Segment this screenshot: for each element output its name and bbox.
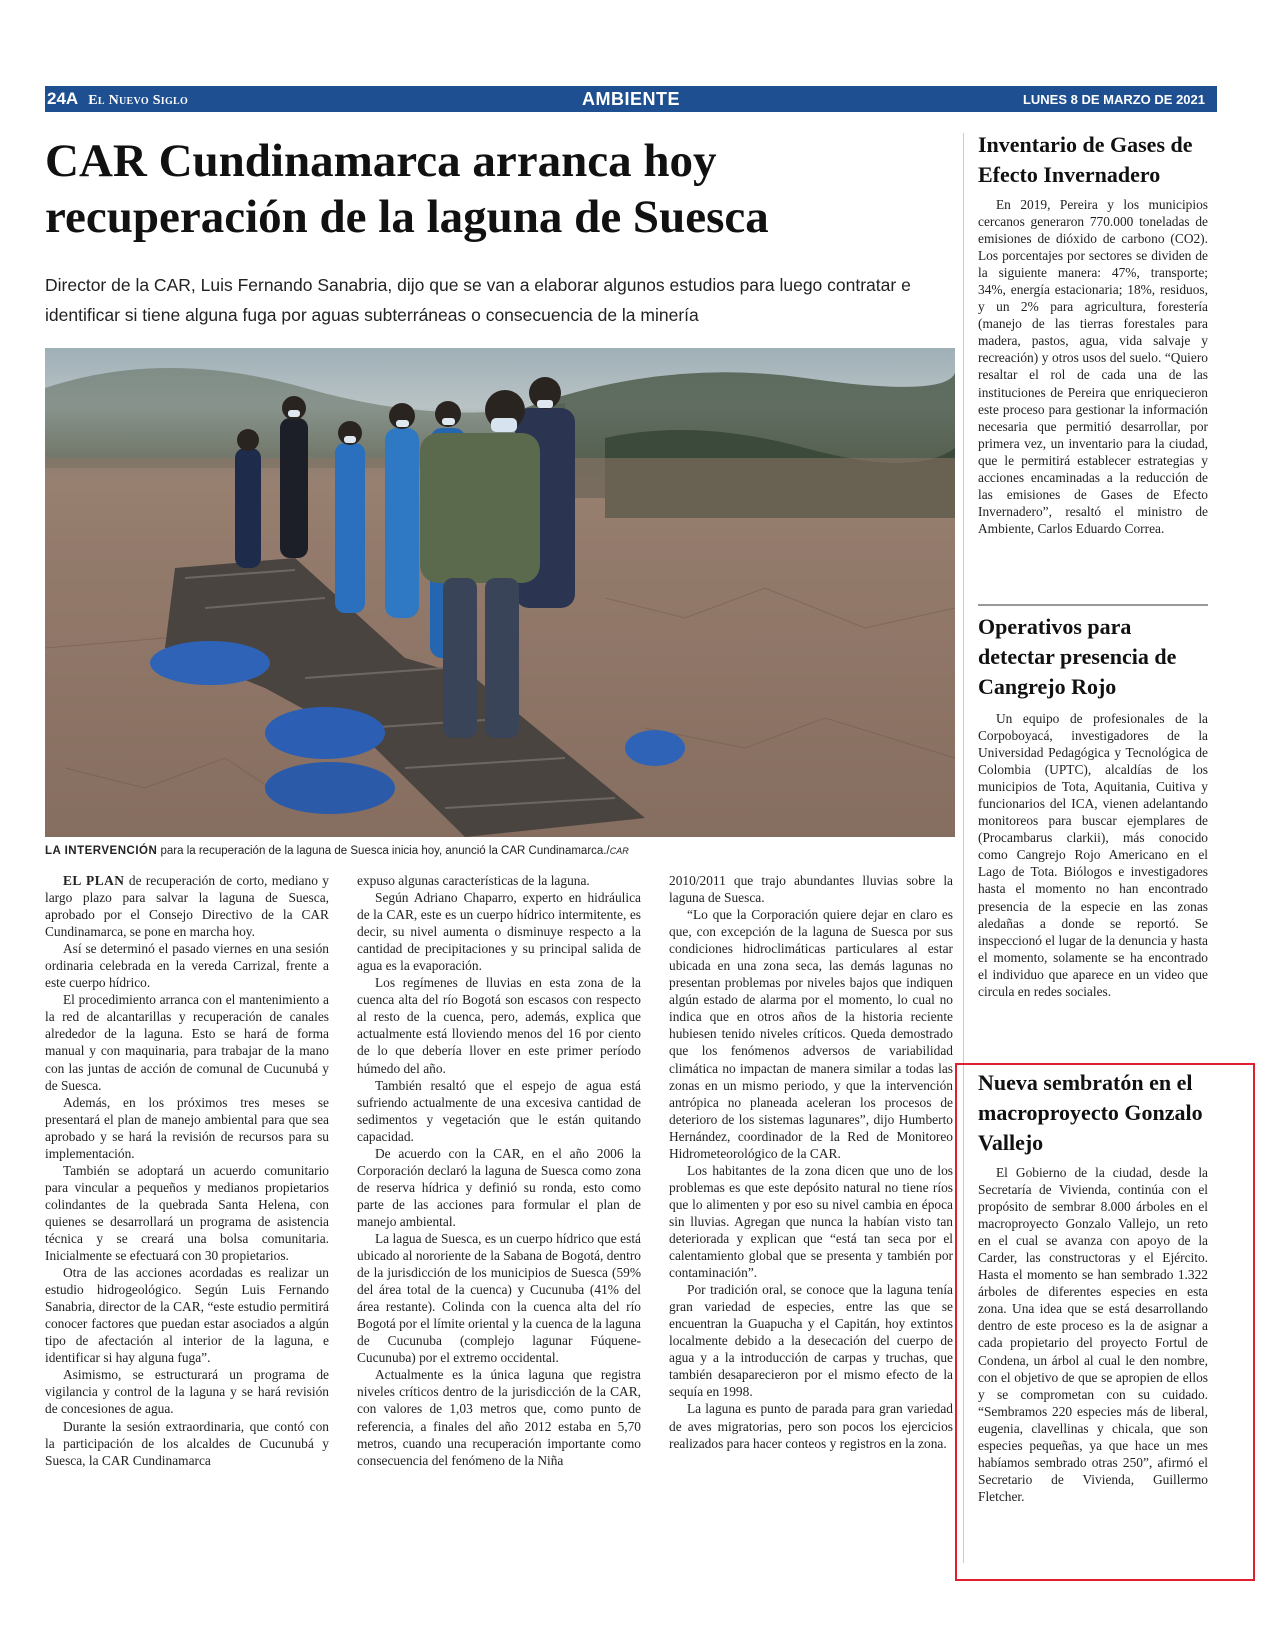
photo-caption bbox=[45, 845, 955, 857]
photo-illustration bbox=[45, 348, 955, 837]
section-name: AMBIENTE bbox=[582, 88, 680, 109]
caption-credit: CAR bbox=[609, 846, 629, 856]
article-subhead: Director de la CAR, Luis Fernando Sanabria, dijo que se van a elaborar algunos estudios para luego contratar e identificar si tiene alguna fuga por aguas subterráneas o consecuencia de la minería bbox=[45, 275, 911, 325]
sidebar-divider bbox=[978, 604, 1208, 606]
paragraph: La laguna es punto de parada para gran variedad de aves migratorias, pero son pocos los ejercicios realizados para hacer conteos y registros en la zona. bbox=[669, 1401, 953, 1451]
paragraph: También resaltó que el espejo de agua está sufriendo actualmente de una excesiva cantidad de sedimentos y vegetación que le están quitando capacidad. bbox=[357, 1077, 641, 1144]
issue-date: LUNES 8 DE MARZO DE 2021 bbox=[1022, 91, 1205, 107]
paragraph: Los habitantes de la zona dicen que uno de los problemas es que este depósito natural no tiene ríos que lo alimenten y por eso su nivel cambia en época sin lluvias. Agregan que nunca la habían visto tan deteriorada y explican que “está tan seca por el calentamiento global que se presenta y también por contaminación”. bbox=[669, 1162, 953, 1281]
sidebar-title-gases: Inventario de Gases de Efecto Invernadero bbox=[978, 132, 1193, 187]
paragraph: En 2019, Pereira y los municipios cercanos generaron 770.000 toneladas de emisiones de dióxido de carbono (CO2). Los porcentajes por sectores se dividen de la siguiente manera: 47%, transporte; 34%, energía estacionaria; 18%, residuos, y un 2% para agricultura, forestería (manejo de las tierras forestales para madera, pastos, agua, vida salvaje y recreación) y otros usos del suelo. “Quiero resaltar el rol de cada una de las instituciones de Pereira que enriquecieron este proceso para gestionar la información necesaria que permitió desarrollar, por primera vez, un inventario para la ciudad, que le permitirá establecer estrategias y acciones encaminadas a la reducción de las emisiones de Gases de Efecto Invernadero”, resaltó el ministro de Ambiente, Carlos Eduardo Correa. bbox=[978, 197, 1208, 536]
caption-lead: LA INTERVENCIÓN bbox=[45, 845, 158, 857]
paragraph-text: de recuperación de corto, mediano y largo plazo para salvar la laguna de Suesca, aprobado por el Consejo Directivo de la CAR Cundinamarca, se pone en marcha hoy. bbox=[45, 873, 329, 940]
paragraph: Un equipo de profesionales de la Corpoboyacá, investigadores de la Universidad Pedagógica y Tecnológica de Colombia (UPTC), alcaldías de los municipios de Tota, Aquitania, Cuitiva y funcionarios del ICA, vienen adelantando monitoreos para buscar ejemplares de (Procambarus clarkii), más conocido como Cangrejo Rojo Americano en el Lago de Tota. Biólogos e investigadores hasta el momento no han encontrado presencia de la especie en las zonas aledañas a donde se reportó. Se inspeccionó el lugar de la denuncia y hasta el momento, solamente se ha encontrado el individuo que aparece en un video que circula en redes sociales. bbox=[978, 711, 1208, 999]
paragraph: Según Adriano Chaparro, experto en hidráulica de la CAR, este es un cuerpo hídrico intermitente, es decir, su nivel aumenta o disminuye respecto a la cantidad de precipitaciones y su principal salida de agua es la evaporación. bbox=[357, 890, 641, 974]
paragraph: expuso algunas características de la laguna. bbox=[357, 873, 590, 888]
paragraph: El Gobierno de la ciudad, desde la Secretaría de Vivienda, continúa con el propósito de sembrar 8.000 árboles en el macroproyecto Gonzalo Vallejo, un reto en el cual se avanza con apoyo de la Carder, las constructoras y el Ejército. Hasta el momento se han sembrado 1.322 árboles de diferentes especies en esta zona. Una idea que se está desarrollando dentro de este proceso es la de asignar a cada propietario del proyecto Fortul de Condena, un árbol al cual le den nombre, con el objetivo de que se apropien de ellos y se comprometan con su cuidado. “Sembramos 220 especies más de liberal, eugenia, clavellinas y chicala, que son especies pequeñas, ya que hace un mes habíamos sembrado otras 250”, afirmó el Secretario de Vivienda, Guillermo Fletcher. bbox=[978, 1165, 1208, 1504]
sidebar-title-cangrejo: Operativos para detectar presencia de Cangrejo Rojo bbox=[978, 614, 1177, 699]
paragraph: De acuerdo con la CAR, en el año 2006 la Corporación declaró la laguna de Suesca como zona de reserva hídrica y definió su ronda, esto como parte de las acciones para formular el plan de manejo ambiental. bbox=[357, 1145, 641, 1229]
paragraph: También se adoptará un acuerdo comunitario para vincular a pequeños y medianos propietarios colindantes de la quebrada Santa Helena, con quienes se desarrollará un programa de asistencia técnica y se creará una bolsa comunitaria. Inicialmente se efectuará con 30 propietarios. bbox=[45, 1162, 329, 1264]
sidebar-body-sembraton bbox=[978, 1164, 1208, 1505]
paragraph bbox=[45, 872, 329, 940]
paragraph: Los regímenes de lluvias en esta zona de la cuenca alta del río Bogotá son escasos con respecto al resto de la cuenca, pero, además, explica que actualmente está lloviendo menos del 16 por ciento de lo que debería llover en este primer período húmedo del año. bbox=[357, 975, 641, 1076]
newspaper-name: El Nuevo Siglo bbox=[88, 93, 189, 108]
paragraph: Durante la sesión extraordinaria, que contó con la participación de los alcaldes de Cucunubá y Suesca, la CAR Cundinamarca bbox=[45, 1418, 329, 1468]
section-header-bar bbox=[45, 86, 1217, 112]
paragraph: Por tradición oral, se conoce que la laguna tenía gran variedad de especies, entre las que se encuentran la Guapucha y el Capitán, hoy extintos localmente debido a la desecación del cuerpo de agua y a la introducción de carpas y truchas, que también desaparecieron por el mismo efecto de la sequía en 1998. bbox=[669, 1282, 953, 1400]
page-number: 24A bbox=[47, 89, 79, 108]
article-column-2 bbox=[357, 872, 641, 1469]
article-column-1 bbox=[45, 872, 329, 1469]
article-column-3 bbox=[669, 872, 953, 1452]
paragraph: Además, en los próximos tres meses se presentará el plan de manejo ambiental para que sea aprobado y se hará la revisión de recursos para su implementación. bbox=[45, 1094, 329, 1161]
sidebar-title-sembraton: Nueva sembratón en el macroproyecto Gonzalo Vallejo bbox=[978, 1070, 1203, 1155]
article-photo bbox=[45, 348, 955, 837]
article-headline: CAR Cundinamarca arranca hoy recuperación de la laguna de Suesca bbox=[45, 135, 769, 243]
paragraph: “Lo que la Corporación quiere dejar en claro es que, con excepción de la laguna de Suesca por sus condiciones hidroclimáticas particulares al estar ubicada en una zona seca, las demás lagunas no presentan problemas por niveles bajos que indiquen algún estado de alarma por el momento, lo cual no indica que en otros años de la historia reciente hubiesen tenido niveles críticos. Queda demostrado que los fenómenos adversos de variabilidad climática no impactan de manera similar a todas las zonas en un mismo periodo, y que la intervención antrópica no planeada aceleran los procesos de deterioro de los sistemas lagunares”, dijo Humberto Hernández, coordinador de la Red de Monitoreo Hidrometeorológico de la CAR. bbox=[669, 907, 953, 1161]
sidebar-body-cangrejo bbox=[978, 710, 1208, 1000]
paragraph: El procedimiento arranca con el mantenimiento a la red de alcantarillas y recuperación de canales alrededor de la laguna. Esto se hará de forma manual y con maquinaria, para trabajar de la mano con las juntas de acción de comunal de Cucunubá y de Suesca. bbox=[45, 992, 329, 1093]
paragraph: La lagua de Suesca, es un cuerpo hídrico que está ubicado al nororiente de la Sabana de Bogotá, dentro de la jurisdicción de los municipios de Suesca (59% del área total de la cuenca) y Cucunuba (41% del área restante). Colinda con la cuenca alta del río Bogotá por el límite oriental y la cuenca de la laguna de Cucunuba (complejo lagunar Fúquene-Cucunuba) por el extremo occidental. bbox=[357, 1230, 641, 1366]
sidebar-body-gases bbox=[978, 196, 1208, 537]
paragraph: Asimismo, se estructurará un programa de vigilancia y control de la laguna y se hará revisión de concesiones de agua. bbox=[45, 1367, 329, 1417]
paragraph: Actualmente es la única laguna que registra niveles críticos dentro de la jurisdicción de la CAR, con valores de 1,03 metros que, como punto de referencia, a finales del año 2012 estaba en 5,70 metros, cuando una recuperación importante como consecuencia del fenómeno de la Niña bbox=[357, 1367, 641, 1468]
header-left bbox=[47, 89, 188, 109]
caption-text: para la recuperación de la laguna de Suesca inicia hoy, anunció la CAR Cundinamarca./ bbox=[157, 845, 610, 857]
lead-in: EL PLAN bbox=[63, 873, 125, 888]
paragraph: Así se determinó el pasado viernes en una sesión ordinaria celebrada en la vereda Carrizal, frente a este cuerpo hídrico. bbox=[45, 941, 329, 991]
paragraph: 2010/2011 que trajo abundantes lluvias sobre la laguna de Suesca. bbox=[669, 873, 953, 906]
paragraph: Otra de las acciones acordadas es realizar un estudio hidrogeológico. Según Luis Fernando Sanabria, director de la CAR, “este estudio permitirá conocer factores que puedan estar asociados a algún tipo de afectación al interior de la laguna, e identificar si hay alguna fuga”. bbox=[45, 1265, 329, 1366]
